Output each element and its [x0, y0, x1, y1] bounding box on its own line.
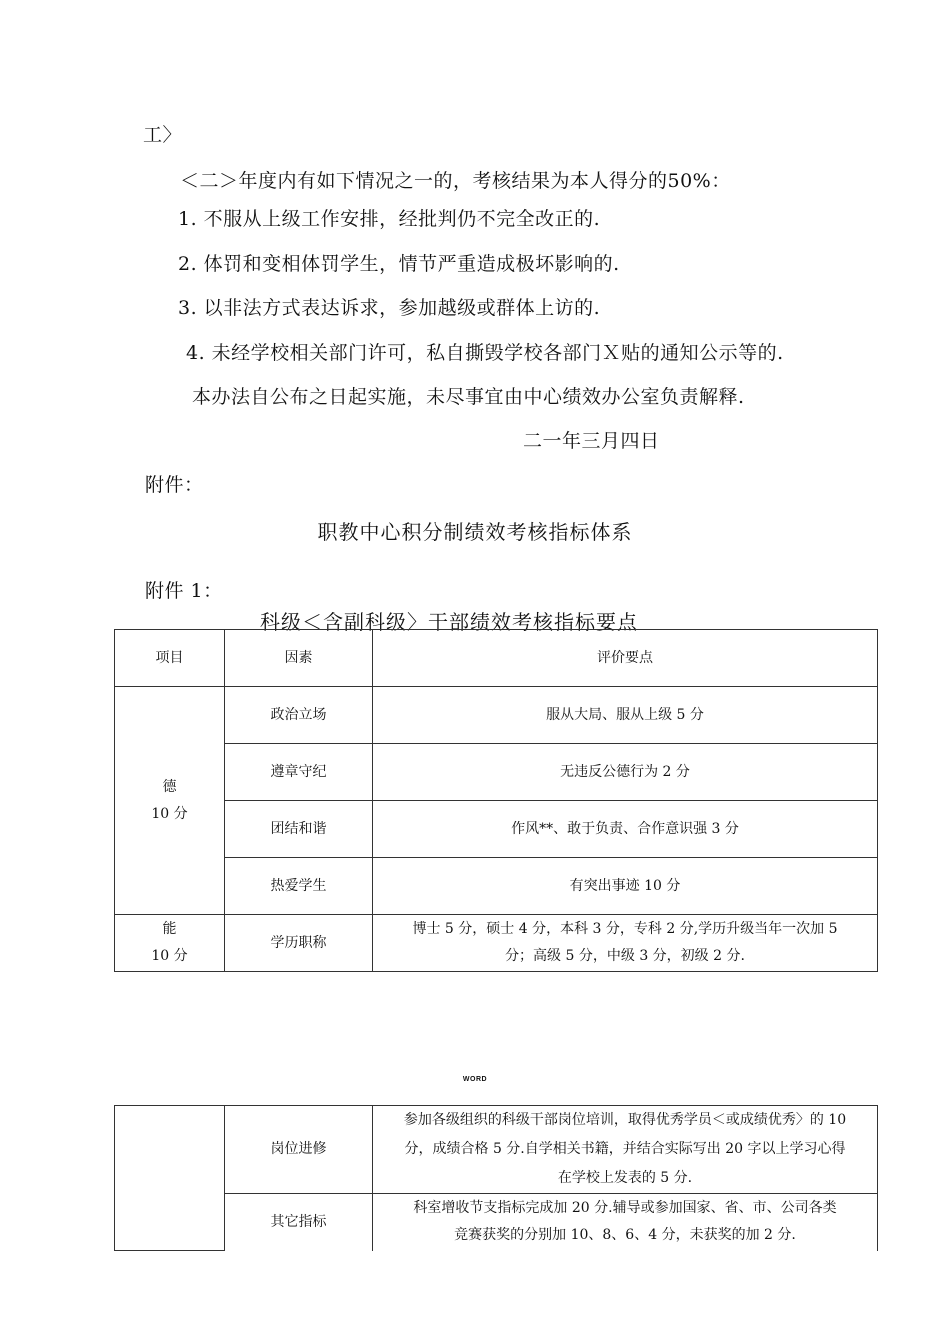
attachment-label: 附件：: [145, 474, 204, 496]
point-cell: [373, 915, 878, 972]
list-item: 2. 体罚和变相体罚学生，情节严重造成极坏影响的.: [178, 253, 620, 275]
header-cell: 评价要点: [373, 630, 878, 687]
table-row: [115, 801, 878, 858]
table-row: [115, 744, 878, 801]
list-item: 3. 以非法方式表达诉求，参加越级或群体上访的.: [178, 297, 601, 319]
table-row: [115, 915, 878, 972]
group-score: 10 分: [151, 805, 188, 822]
point-line: 参加各级组织的科级干部岗位培训，取得优秀学员＜或成绩优秀〉的 10: [403, 1112, 847, 1128]
group-cell-neng: [115, 915, 225, 972]
attachment-label: 附件 1：: [145, 580, 223, 602]
point-cell: [373, 1194, 878, 1251]
list-item: 1. 不服从上级工作安排，经批判仍不完全改正的.: [178, 208, 601, 230]
point-cell: 有突出事迹 10 分: [373, 858, 878, 915]
factor-cell: 其它指标: [225, 1194, 373, 1251]
point-line: 科室增收节支指标完成加 20 分.辅导或参加国家、省、市、公司各类: [413, 1200, 837, 1217]
point-line: 在学校上发表的 5 分.: [557, 1170, 693, 1186]
document-title: 职教中心积分制绩效考核指标体系: [317, 520, 633, 544]
factor-cell: 政治立场: [225, 687, 373, 744]
point-line: 博士 5 分，硕士 4 分，本科 3 分，专科 2 分,学历升级当年一次加 5: [412, 921, 838, 937]
table-row: [115, 687, 878, 744]
page-footer: WORD: [462, 1076, 488, 1083]
point-line: 分，成绩合格 5 分.自学相关书籍，并结合实际写出 20 字以上学习心得: [404, 1141, 846, 1157]
group-score: 10 分: [151, 948, 188, 964]
factor-cell: 热爱学生: [225, 858, 373, 915]
factor-cell: 遵章守纪: [225, 744, 373, 801]
point-cell: 作风**、敢于负责、合作意识强 3 分: [373, 801, 878, 858]
point-cell: 无违反公德行为 2 分: [373, 744, 878, 801]
table-title: 科级＜含副科级〉干部绩效考核指标要点: [260, 610, 638, 634]
table-row: [115, 858, 878, 915]
factor-cell: 岗位进修: [225, 1106, 373, 1194]
header-cell: 项目: [115, 630, 225, 687]
text-line: 工〉: [143, 124, 183, 146]
factor-cell: 学历职称: [225, 915, 373, 972]
indicator-table: [114, 629, 878, 972]
header-cell: 因素: [225, 630, 373, 687]
indicator-table-continued: [114, 1105, 878, 1251]
group-cell: [115, 1106, 225, 1251]
group-name: 能: [162, 921, 177, 937]
table-row: [115, 1194, 878, 1251]
date-line: 二一年三月四日: [523, 430, 660, 452]
list-item: 4. 未经学校相关部门许可，私自撕毁学校各部门Ｘ贴的通知公示等的.: [186, 342, 784, 364]
text-line: ＜二＞年度内有如下情况之一的，考核结果为本人得分的50%：: [180, 170, 731, 192]
factor-cell: 团结和谐: [225, 801, 373, 858]
text-line: 本办法自公布之日起实施，未尽事宜由中心绩效办公室负责解释.: [192, 386, 745, 408]
point-line: 分；高级 5 分，中级 3 分，初级 2 分.: [505, 948, 745, 964]
point-cell: [373, 1106, 878, 1194]
group-cell-de: [115, 687, 225, 915]
point-line: 竞赛获奖的分别加 10、8、6、4 分，未获奖的加 2 分.: [454, 1227, 796, 1244]
group-name: 德: [162, 778, 177, 795]
point-cell: 服从大局、服从上级 5 分: [373, 687, 878, 744]
table-row: [115, 1106, 878, 1194]
